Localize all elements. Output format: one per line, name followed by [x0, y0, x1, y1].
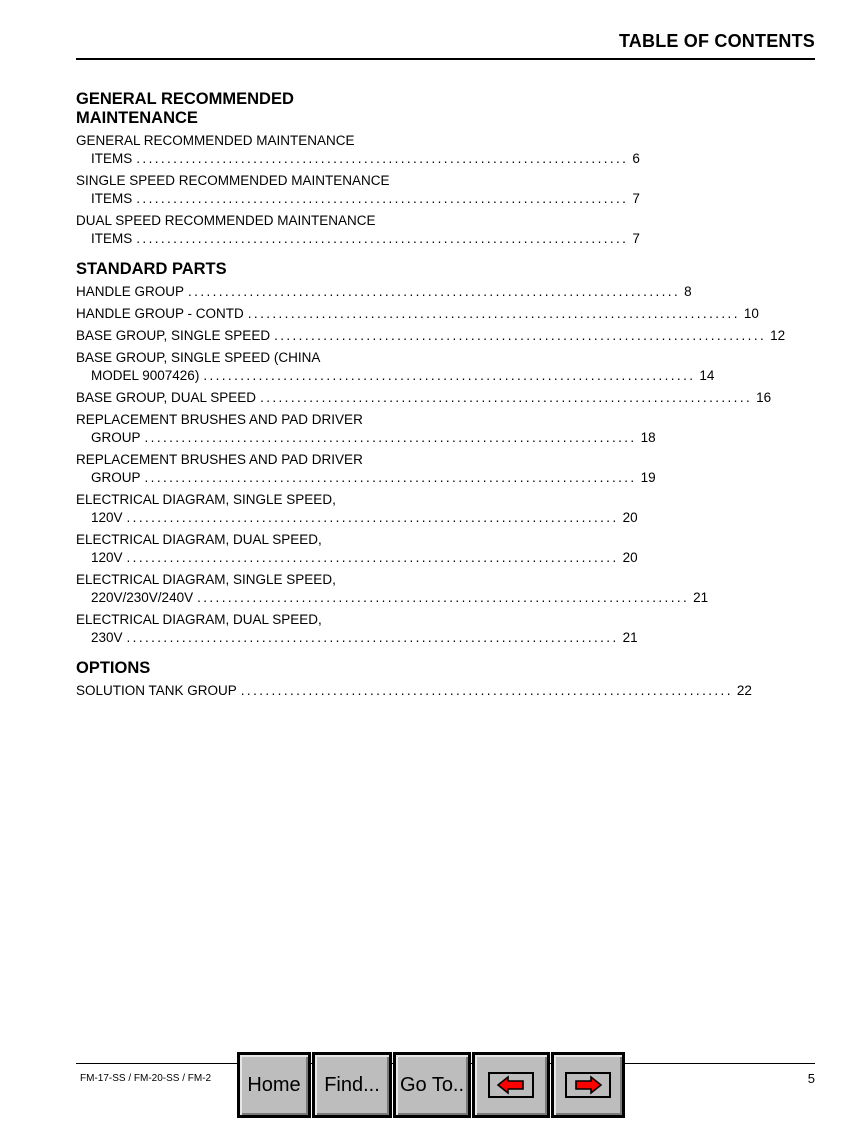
entry-title: SOLUTION TANK GROUP — [76, 683, 237, 698]
entry-title: ELECTRICAL DIAGRAM, DUAL SPEED, — [76, 532, 322, 547]
toc-entry[interactable] — [76, 212, 640, 248]
page-title: TABLE OF CONTENTS — [618, 31, 815, 51]
toc-section — [76, 659, 752, 700]
header-divider — [76, 58, 815, 60]
toc-entry[interactable] — [76, 283, 692, 301]
entry-page-number: 7 — [632, 231, 640, 246]
entry-page-number: 12 — [770, 328, 786, 343]
dot-leader: ................................................................................ — [197, 590, 690, 605]
entry-title-continued: GROUP — [91, 430, 141, 445]
dot-leader: ................................................................................ — [144, 470, 637, 485]
entry-page-number: 6 — [632, 151, 640, 166]
entry-title: DUAL SPEED RECOMMENDED MAINTENANCE — [76, 213, 376, 228]
dot-leader: ................................................................................ — [126, 630, 619, 645]
entry-title: HANDLE GROUP — [76, 284, 185, 299]
dot-leader: ................................................................................ — [247, 306, 740, 321]
entry-page-number: 19 — [640, 470, 656, 485]
dot-leader: ................................................................................ — [126, 550, 619, 565]
toc-entry[interactable] — [76, 327, 786, 345]
entry-page-number: 14 — [699, 368, 715, 383]
toc-entry[interactable] — [76, 451, 656, 487]
entry-page-number: 21 — [693, 590, 709, 605]
dot-leader: ................................................................................ — [126, 510, 619, 525]
entry-title: ELECTRICAL DIAGRAM, SINGLE SPEED, — [76, 492, 336, 507]
entry-title: HANDLE GROUP - CONTD — [76, 306, 244, 321]
toc-entry[interactable] — [76, 349, 715, 385]
entry-page-number: 7 — [632, 191, 640, 206]
find-button[interactable]: Find... — [312, 1052, 392, 1118]
entry-title: ELECTRICAL DIAGRAM, SINGLE SPEED, — [76, 572, 336, 587]
entry-title-continued: 230V — [91, 630, 123, 645]
toc-entry[interactable] — [76, 411, 656, 447]
toc-entry[interactable] — [76, 389, 772, 407]
footer-page-number: 5 — [807, 1071, 815, 1086]
entry-page-number: 18 — [640, 430, 656, 445]
toc-entry[interactable] — [76, 571, 709, 607]
next-page-button[interactable] — [551, 1052, 625, 1118]
entry-page-number: 8 — [684, 284, 692, 299]
home-button[interactable]: Home — [237, 1052, 311, 1118]
toc-entry[interactable] — [76, 611, 638, 647]
previous-page-button[interactable] — [472, 1052, 550, 1118]
entry-page-number: 22 — [736, 683, 752, 698]
section-heading: OPTIONS — [76, 659, 151, 677]
toc-section — [76, 260, 786, 647]
entry-page-number: 21 — [622, 630, 638, 645]
dot-leader: ................................................................................ — [203, 368, 696, 383]
toc-entry[interactable] — [76, 172, 640, 208]
entry-title: REPLACEMENT BRUSHES AND PAD DRIVER — [76, 412, 363, 427]
goto-button[interactable]: Go To.. — [393, 1052, 471, 1118]
dot-leader: ................................................................................ — [144, 430, 637, 445]
toc-entry[interactable] — [76, 491, 638, 527]
navigation-bar — [237, 1052, 626, 1118]
entry-title-continued: 120V — [91, 510, 123, 525]
entry-title: REPLACEMENT BRUSHES AND PAD DRIVER — [76, 452, 363, 467]
toc-entry[interactable] — [76, 682, 752, 700]
section-heading: GENERAL RECOMMENDED MAINTENANCE — [76, 90, 294, 127]
dot-leader: ................................................................................ — [188, 284, 681, 299]
dot-leader: ................................................................................ — [274, 328, 767, 343]
entry-page-number: 10 — [743, 306, 759, 321]
entry-title-continued: ITEMS — [91, 151, 133, 166]
toc-entry[interactable] — [76, 305, 759, 323]
toc-entry[interactable] — [76, 132, 640, 168]
entry-title-continued: MODEL 9007426) — [91, 368, 200, 383]
footer-doc-id: FM-17-SS / FM-20-SS / FM-2 — [80, 1073, 212, 1084]
entry-title-continued: 220V/230V/240V — [91, 590, 194, 605]
toc-section — [76, 90, 640, 248]
entry-title: BASE GROUP, SINGLE SPEED — [76, 328, 271, 343]
section-heading: STANDARD PARTS — [76, 260, 227, 278]
table-of-contents — [76, 90, 786, 700]
dot-leader: ................................................................................ — [260, 390, 753, 405]
dot-leader: ................................................................................ — [136, 231, 629, 246]
toc-entry[interactable] — [76, 531, 638, 567]
entry-title-continued: 120V — [91, 550, 123, 565]
entry-title: ELECTRICAL DIAGRAM, DUAL SPEED, — [76, 612, 322, 627]
entry-title-continued: ITEMS — [91, 191, 133, 206]
entry-title-continued: GROUP — [91, 470, 141, 485]
entry-title: GENERAL RECOMMENDED MAINTENANCE — [76, 133, 355, 148]
entry-page-number: 20 — [622, 510, 638, 525]
entry-page-number: 20 — [622, 550, 638, 565]
entry-title: BASE GROUP, DUAL SPEED — [76, 390, 257, 405]
dot-leader: ................................................................................ — [136, 151, 629, 166]
left-arrow-icon — [488, 1072, 534, 1098]
entry-page-number: 16 — [756, 390, 772, 405]
entry-title-continued: ITEMS — [91, 231, 133, 246]
dot-leader: ................................................................................ — [136, 191, 629, 206]
dot-leader: ................................................................................ — [240, 683, 733, 698]
entry-title: SINGLE SPEED RECOMMENDED MAINTENANCE — [76, 173, 390, 188]
right-arrow-icon — [565, 1072, 611, 1098]
entry-title: BASE GROUP, SINGLE SPEED (CHINA — [76, 350, 321, 365]
